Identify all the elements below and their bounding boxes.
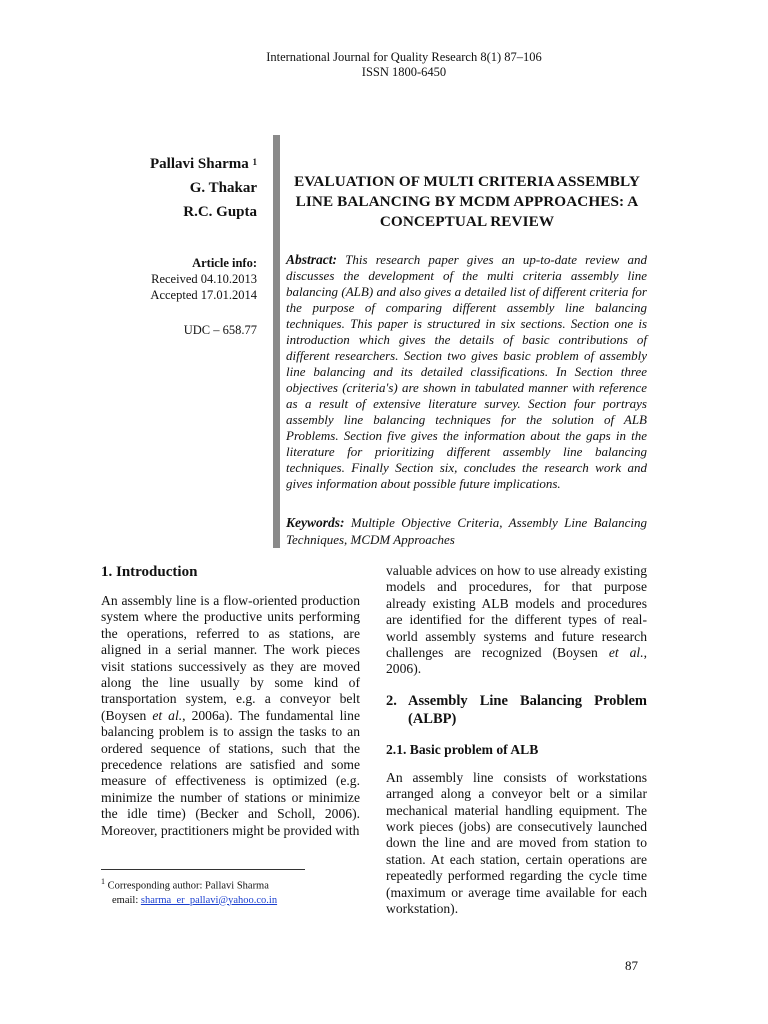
footnote-text: Corresponding author: Pallavi Sharma <box>107 880 269 892</box>
left-column <box>101 563 360 839</box>
udc-code: UDC – 658.77 <box>183 323 257 337</box>
author-name: R.C. Gupta <box>183 204 257 220</box>
section2-paragraph: An assembly line consists of workstations arranged along a conveyor belt or a similar mechanical material handling equipment. The work pieces (jobs) are consecutively launched down the line and are moved from station to station. At each station, certain operations are repeatedly performed regarding the cycle time (maximum or average time available for each workstation). <box>386 769 647 917</box>
journal-citation: International Journal for Quality Research 8(1) 87–106 <box>266 50 542 64</box>
author-name <box>100 152 257 176</box>
author-affiliation-mark: 1 <box>252 157 257 167</box>
footnote-mark: 1 <box>101 877 105 886</box>
keywords <box>286 514 647 548</box>
article-info-label: Article info: <box>192 256 257 270</box>
abstract-text: This research paper gives an up-to-date review and discusses the development of the multi criteria assembly line balancing (ALB) and also gives a detailed list of different criteria for the purpose of comparing different assembly line balancing techniques. This paper is structured in six sections. Section one is introduction which gives the details of basic contributions of different researchers. Section two gives basic problem of assembly line balancing and its detailed classifications. In Section three objectives (criteria's) are shown in tabulated manner with reference as a result of extensive literature survey. Section four portrays assembly line balancing techniques for the solution of ALB Problems. Section five gives the information about the gaps in the literature for prioritizing different assembly line balancing techniques. Finally Section six, concludes the research work and gives information about possible future implications. <box>286 252 647 491</box>
section-title: Assembly Line Balancing Problem (ALBP) <box>408 692 647 727</box>
page-number: 87 <box>625 958 638 973</box>
accepted-date: Accepted 17.01.2014 <box>150 288 257 302</box>
author-list <box>100 152 257 224</box>
section-heading-albp <box>386 692 647 728</box>
abstract <box>286 252 647 492</box>
journal-issn: ISSN 1800-6450 <box>361 65 447 79</box>
subsection-heading: 2.1. Basic problem of ALB <box>386 741 539 757</box>
email-label: email: <box>112 894 139 906</box>
introduction-paragraph-continued: valuable advices on how to use already existing models and procedures, for that purpose already existing ALB models and procedures are identified for the different types of real-world assembly systems and future research challenges are recognized (Boysen et al., 2006). <box>386 563 647 677</box>
journal-header <box>0 50 768 80</box>
footnote <box>101 875 361 908</box>
author-name: G. Thakar <box>189 180 257 196</box>
introduction-paragraph: An assembly line is a flow-oriented production system where the productive units performing the operations, referred to as stations, are aligned in a serial manner. The work pieces visit stations successively as they are moved along the line usually by some kind of transportation system, e.g. a conveyor belt (Boysen et al., 2006a). The fundamental line balancing problem is to assign the tasks to an ordered sequence of stations, such that the precedence relations are satisfied and some measure of effectiveness is optimized (e.g. minimize the number of stations or minimize the idle time) (Becker and Scholl, 2006). Moreover, practitioners might be provided with <box>101 593 360 838</box>
footnote-rule <box>101 869 305 870</box>
article-info <box>100 255 257 338</box>
section-number: 2. <box>386 692 397 709</box>
received-date: Received 04.10.2013 <box>151 272 257 286</box>
abstract-label: Abstract: <box>286 252 338 267</box>
section-heading-introduction: 1. Introduction <box>101 564 198 580</box>
author-email-link[interactable]: sharma_er_pallavi@yahoo.co.in <box>140 894 278 906</box>
right-column <box>386 563 647 918</box>
vertical-divider <box>273 135 280 548</box>
paper-title: EVALUATION OF MULTI CRITERIA ASSEMBLY LINE BALANCING BY MCDM APPROACHES: A CONCEPTUAL REVIEW <box>294 173 640 230</box>
author-name-text: Pallavi Sharma <box>149 156 249 172</box>
keywords-text: Multiple Objective Criteria, Assembly Line Balancing Techniques, MCDM Approaches <box>286 515 648 547</box>
keywords-label: Keywords: <box>286 515 345 530</box>
